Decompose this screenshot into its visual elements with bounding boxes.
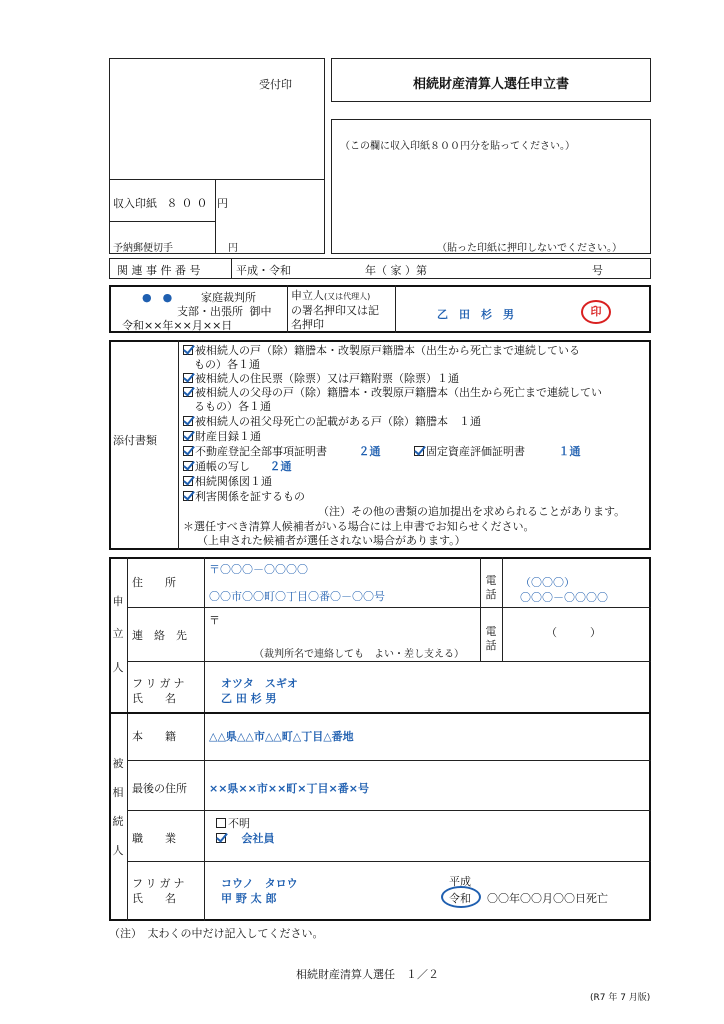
deceased-name-label: 氏 名 (132, 892, 176, 905)
attachment-item (183, 415, 481, 429)
last-address-value: ××県××市××町×丁目×番×号 (209, 782, 369, 795)
attachment-item (183, 430, 261, 444)
checkbox-checked-icon[interactable] (183, 345, 193, 355)
attachment-item (183, 400, 271, 414)
divider (215, 179, 216, 254)
divider (395, 285, 396, 333)
receipt-seal-label: 受付印 (259, 78, 292, 91)
applicant-furigana: オツタ スギオ (221, 677, 298, 690)
applicant-section-label (111, 595, 125, 675)
divider (231, 258, 232, 279)
divider (127, 760, 651, 761)
honseki-label: 本 籍 (132, 730, 176, 743)
contact-label: 連 絡 先 (132, 629, 187, 642)
revenue-stamp-unit: 円 (217, 197, 228, 210)
applicant-tel-area: （〇〇〇） (520, 576, 575, 589)
divider (502, 557, 503, 661)
label-char: 立 (112, 627, 124, 640)
label-char: 申 (112, 595, 124, 608)
applicant-signature-name: 乙 田 杉 男 (437, 308, 514, 321)
proxy-note: (又は代理人) (324, 292, 371, 301)
label-char: 話 (485, 639, 497, 652)
attachment-text: 被相続人の父母の戸（除）籍謄本・改製原戸籍謄本（出生から死亡まで連続してい (195, 386, 602, 399)
checkbox-checked-icon[interactable] (183, 416, 193, 426)
applicant-name-label: 氏 名 (132, 692, 176, 705)
postage-unit: 円 (228, 243, 238, 254)
court-onchu: 御中 (249, 305, 272, 318)
stamp-paste-note: （この欄に収入印紙８００円分を貼ってください。） (340, 141, 575, 152)
kotei-text: 固定資産評価証明書 (426, 445, 525, 458)
applicant-furigana-label: フリガナ (132, 677, 188, 690)
applicant-name: 乙 田 杉 男 (221, 692, 277, 705)
contact-tel-paren: （ ） (546, 626, 601, 639)
revenue-stamp-amount: ８００ (166, 197, 212, 210)
honseki-value: △△県△△市△△町△丁目△番地 (209, 730, 354, 743)
footer-note: （注） 太わくの中だけ記入してください。 (109, 927, 324, 940)
fudosan-text: 不動産登記全部事項証明書 (195, 445, 327, 458)
divider (109, 179, 325, 180)
attachment-text: 被相続人の祖父母死亡の記載がある戸（除）籍謄本 １通 (195, 415, 481, 428)
case-year: 年（ 家 ）第 (365, 264, 427, 277)
divider (109, 712, 651, 714)
revenue-stamp-label (113, 195, 228, 211)
footer-page-title: 相続財産清算人選任 １／２ (296, 968, 439, 981)
checkbox-checked-icon[interactable] (183, 476, 193, 486)
label-char: 続 (112, 815, 124, 828)
checkbox-checked-icon[interactable] (183, 373, 193, 383)
job-option (216, 830, 275, 846)
checkbox-checked-icon[interactable] (216, 833, 226, 843)
tel-label (484, 574, 498, 602)
label-char: 話 (485, 588, 497, 601)
job-unknown-option (216, 815, 250, 831)
attachment-item (183, 460, 292, 474)
era-reiwa: 令和 (449, 892, 471, 905)
contact-zip: 〒 (209, 614, 220, 627)
kotei-count: １通 (558, 445, 581, 458)
label-char: 電 (485, 625, 497, 638)
attachment-text: 被相続人の戸（除）籍謄本・改製原戸籍謄本（出生から死亡まで連続している (195, 344, 580, 357)
divider (127, 661, 651, 662)
last-address-label: 最後の住所 (132, 782, 187, 795)
applicant-tel-number: 〇〇〇－〇〇〇〇 (520, 591, 608, 604)
footer-version: (R7 年 7 月版) (590, 993, 651, 1003)
deceased-furigana: コウノ タロウ (221, 877, 298, 890)
label-char: 被 (112, 757, 124, 770)
case-number-suffix: 号 (592, 264, 603, 277)
page-title: 相続財産清算人選任申立書 (412, 77, 569, 92)
era-heisei: 平成 (449, 875, 471, 888)
divider (127, 607, 651, 608)
divider (109, 221, 215, 222)
attachment-item (183, 358, 260, 372)
postage-label: 予納郵便切手 (113, 243, 173, 254)
receipt-stamp-box (109, 58, 325, 254)
divider (127, 810, 651, 811)
kankei-text: 相続関係図１通 (195, 475, 272, 488)
checkbox-checked-icon[interactable] (414, 446, 424, 456)
case-number-label: 関 連 事 件 番 号 (117, 264, 201, 277)
label-char: 人 (112, 661, 124, 674)
contact-note: （裁判所名で連絡しても よい・差し支える） (254, 649, 464, 660)
checkbox-icon[interactable] (216, 818, 226, 828)
applicant-label: 申立人 (291, 289, 324, 302)
checkbox-checked-icon[interactable] (183, 431, 193, 441)
divider (480, 557, 481, 661)
attachments-note: （上申された候補者が選任されない場合があります。） (197, 534, 466, 547)
sign-line-1: の署名押印又は記 (291, 304, 379, 317)
attachments-note: （注）その他の書類の追加提出を求められることがあります。 (318, 505, 626, 518)
applicant-address: 〇〇市〇〇町〇丁目〇番〇－〇〇号 (209, 590, 385, 603)
main-info-box (109, 557, 651, 921)
tsucho-text: 通帳の写し (195, 460, 250, 473)
seal-stamp: 印 (581, 300, 611, 324)
label-char: 相 (112, 786, 124, 799)
attachment-text: もの）各１通 (183, 358, 260, 371)
filing-date (122, 317, 232, 333)
filing-date-text: 令和××年××月××日 (122, 319, 233, 332)
checkbox-checked-icon[interactable] (183, 446, 193, 456)
address-label: 住 所 (132, 576, 176, 589)
court-dots: ● ● (142, 291, 173, 304)
attachments-note: ＊選任すべき清算人候補者がいる場合には上申書でお知らせください。 (183, 520, 535, 533)
era-selected-circle (441, 886, 481, 908)
divider (287, 285, 288, 333)
attachment-item (183, 372, 459, 386)
deceased-section-label (111, 757, 125, 858)
attachment-text: 被相続人の住民票（除票）又は戸籍附票（除票）１通 (195, 372, 459, 385)
tsucho-count: ２通 (269, 460, 292, 473)
divider (127, 557, 128, 921)
court-name: 家庭裁判所 (201, 291, 256, 304)
attachment-text: 財産目録１通 (195, 430, 261, 443)
contact-tel-label (484, 625, 498, 653)
attachment-item (183, 445, 381, 459)
divider (127, 861, 651, 862)
case-era: 平成・令和 (236, 264, 291, 277)
label-char: 電 (485, 574, 497, 587)
attachment-item (183, 386, 602, 400)
attachments-label: 添付書類 (113, 434, 157, 447)
checkbox-checked-icon[interactable] (183, 387, 193, 397)
divider (204, 557, 205, 921)
revenue-stamp-text: 収入印紙 (113, 197, 157, 210)
applicant-sign-label (291, 289, 379, 332)
job-value: 会社員 (241, 832, 275, 845)
rigai-text: 利害関係を証するもの (195, 490, 305, 503)
deceased-name: 甲 野 太 郎 (221, 892, 277, 905)
attachment-item (183, 475, 272, 489)
no-seal-note: （貼った印紙に押印しないでください。） (437, 243, 622, 254)
divider (178, 340, 179, 550)
applicant-zip: 〒〇〇〇－〇〇〇〇 (209, 563, 308, 576)
job-unknown-text: 不明 (228, 817, 250, 830)
court-branch-text: 支部・出張所 (177, 305, 243, 318)
label-char: 人 (112, 844, 124, 857)
job-label: 職 業 (132, 832, 176, 845)
applicant-label-line (291, 289, 379, 304)
attachment-item (183, 490, 305, 504)
attachment-item (414, 445, 581, 459)
checkbox-checked-icon[interactable] (183, 461, 193, 471)
deceased-furigana-label: フリガナ (132, 877, 188, 890)
checkbox-checked-icon[interactable] (183, 491, 193, 501)
death-date: 〇〇年〇〇月〇〇日死亡 (487, 892, 608, 905)
fudosan-count: ２通 (358, 445, 381, 458)
sign-line-2: 名押印 (291, 318, 324, 331)
attachment-item (183, 344, 580, 358)
attachment-text: るもの）各１通 (183, 400, 271, 413)
